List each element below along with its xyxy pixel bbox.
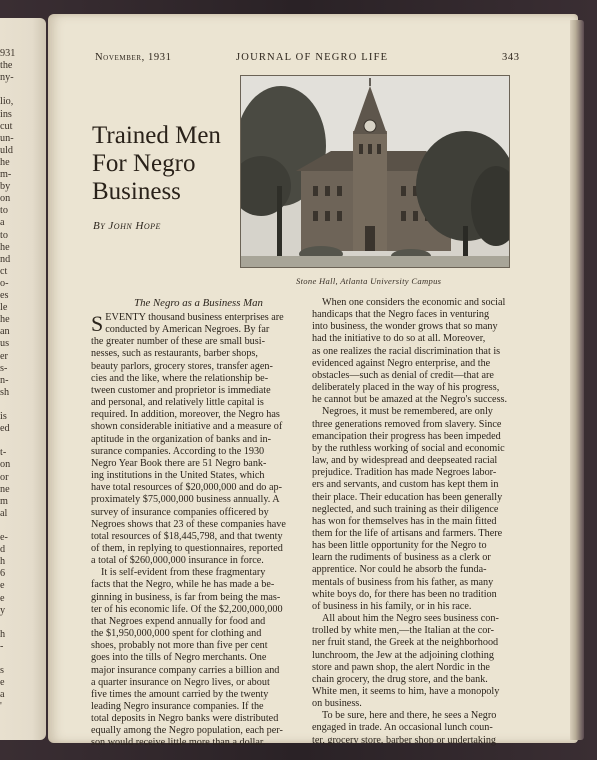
left-page-text-fragment: 6	[0, 568, 6, 580]
text-line: nesses, such as restaurants, barber shops,	[91, 348, 258, 360]
left-page-text-fragment: e	[0, 592, 5, 604]
left-page-text-fragment: ct	[0, 265, 8, 277]
left-page-text-fragment: sh	[0, 386, 10, 398]
text-line: have total resources of $20,000,000 and do ap-	[91, 482, 282, 494]
text-line: white boys do, for there has been no tradition	[312, 588, 497, 600]
left-page-text-fragment: us	[0, 338, 10, 350]
header-journal-title: JOURNAL OF NEGRO LIFE	[236, 52, 389, 63]
text-line: It is self-evident from these fragmentary	[101, 567, 266, 579]
text-line: Negroes, it must be remembered, are only	[322, 406, 493, 418]
text-line: had the initiative to do so at all. Moreover,	[312, 333, 486, 345]
text-line: required. In addition, moreover, the Negro has	[91, 409, 280, 421]
left-page-text-fragment: ne	[0, 483, 10, 495]
text-line: has won for themselves has in the main fitted	[312, 515, 497, 527]
text-line: When one considers the economic and social	[322, 297, 506, 308]
left-page-text-fragment: 931	[0, 48, 16, 59]
left-page-text-fragment: ins	[0, 108, 12, 120]
left-page-text-fragment: al	[0, 507, 8, 519]
article-byline: By John Hope	[93, 220, 161, 232]
left-page-text-fragment: m-	[0, 169, 12, 180]
text-line: their place. Their education has been generally	[312, 491, 503, 503]
text-line: of business in his family, or in his race.	[312, 600, 472, 612]
text-line: and personal, and relatively little capital is	[91, 397, 264, 409]
text-line: Negro Year Book there are 51 Negro bank-	[91, 457, 267, 469]
left-page-text-fragment: o-	[0, 277, 9, 289]
text-line: mentals of business from his father, as many	[312, 576, 494, 588]
left-page-text-fragment: e	[0, 580, 5, 592]
text-line: proximately $75,000,000 business annually. A	[91, 494, 280, 506]
left-page-text-fragment: cut	[0, 120, 13, 132]
text-line: shown considerable initiative and a measure of	[91, 421, 283, 433]
left-page-text-fragment: un-	[0, 132, 14, 144]
left-page-text-fragment: to	[0, 229, 8, 241]
left-page-text-fragment: d	[0, 544, 6, 556]
text-line: three generations removed from slavery. Since	[312, 418, 502, 430]
left-page-text-fragment: by	[0, 181, 11, 193]
left-page-text-fragment: m	[0, 495, 8, 507]
left-page-text-fragment: he	[0, 156, 10, 168]
text-line: shoes, probably not more than five per cent	[91, 640, 268, 652]
text-line: To be sure, here and there, he sees a Negro	[322, 710, 497, 722]
left-page-text-fragment: le	[0, 302, 8, 314]
text-line: leading Negro insurance companies. If the	[91, 701, 264, 712]
text-line: as one realizes the racial discrimination that is	[312, 345, 501, 357]
text-line: engaged in trade. An occasional lunch coun-	[312, 722, 493, 734]
left-page-text-fragment: on	[0, 459, 11, 471]
text-line: All about him the Negro sees business con-	[322, 613, 499, 625]
text-line: by the ruthless working of social and economic	[312, 442, 505, 454]
text-line: total deposits in Negro banks were distributed	[91, 713, 279, 725]
text-line: ter of his economic life. Of the $2,200,000,000	[91, 603, 283, 615]
stone-hall-photo-illustration	[241, 76, 510, 268]
left-page-text-fragment: he	[0, 314, 10, 326]
header-date: November, 1931	[95, 52, 172, 63]
text-line: total resources of $18,445,798, and that twenty	[91, 530, 283, 542]
text-line: five times the amount carried by the twenty	[91, 688, 269, 700]
title-line: Trained Men	[92, 122, 221, 149]
text-line: chain grocery, the drug store, and the bank.	[312, 673, 488, 685]
text-line: surance companies. According to the 1930	[91, 445, 265, 457]
campus-photo	[240, 75, 510, 268]
text-line: facts that the Negro, while he has made a be-	[91, 579, 275, 591]
left-page-text-fragment: lio,	[0, 96, 14, 108]
text-line: tween customer and proprietor is immediate	[91, 384, 271, 396]
left-page-text-fragment: '	[0, 701, 2, 713]
text-line: them for the life of artisans and farmers. There	[312, 527, 503, 539]
text-line: trolled by white men,—the Italian at the cor-	[312, 625, 494, 637]
article-right-column	[312, 297, 517, 747]
text-line: ginning in business, is far from being the mas-	[91, 591, 281, 603]
text-line: ers and servants, and custom has kept them in	[312, 479, 499, 491]
text-line: lunchroom, the Jew at the adjoining clothing	[312, 649, 494, 661]
left-page-text-fragment: on	[0, 193, 11, 205]
text-line: survey of insurance companies officered by	[91, 506, 269, 518]
text-line: of them, in replying to questionnaires, reported	[91, 542, 283, 554]
left-page-text-fragment: an	[0, 326, 10, 338]
text-line: the greater number of these are small busi-	[91, 336, 265, 348]
section-subheading: The Negro as a Business Man	[134, 297, 263, 309]
left-page-text-fragment: to	[0, 205, 8, 217]
text-line: a quarter insurance on Negro lives, or about	[91, 676, 270, 688]
text-line: law, and by widespread and deepseated racial	[312, 455, 498, 467]
title-line: Business	[92, 178, 181, 205]
left-page-text-fragment: is	[0, 411, 7, 422]
text-line: has been little opportunity for the Negro to	[312, 540, 487, 552]
text-line: EVENTY thousand business enterprises are	[105, 312, 284, 323]
text-line: ter, grocery store, barber shop or undertaking	[312, 734, 497, 746]
text-line: son would receive little more than a dollar.	[91, 737, 266, 749]
left-page-text-fragment: ny-	[0, 72, 14, 84]
text-line: conducted by American Negroes. By far	[105, 324, 270, 336]
text-line: that Negroes expend annually for food and	[91, 615, 266, 627]
left-page-text-fragment: es	[0, 290, 9, 301]
photo-caption: Stone Hall, Atlanta University Campus	[296, 276, 442, 286]
text-line: ing institutions in the United States, which	[91, 470, 265, 482]
left-page-text-fragment: h	[0, 628, 6, 640]
text-line: cies and the like, where the relationship be-	[91, 372, 269, 384]
text-line: into business, the wonder grows that so many	[312, 321, 498, 333]
text-line: a total of $260,000,000 insurance in force.	[91, 555, 264, 567]
text-line: equally among the Negro population, each per-	[91, 725, 283, 737]
left-page-text-fragment: -	[0, 640, 4, 652]
left-page-text-fragment: e-	[0, 532, 8, 543]
text-line: emancipation their progress has been impeded	[312, 430, 501, 442]
page-stack-edge	[570, 20, 584, 740]
text-line: Negroes shows that 23 of these companies have	[91, 518, 286, 530]
text-line: learn the rudiments of business as a clerk or	[312, 552, 491, 564]
left-page-edge	[0, 18, 46, 740]
text-line: handicaps that the Negro faces in venturing	[312, 309, 490, 321]
text-line: neglected, and such training as their diligence	[312, 503, 499, 515]
text-line: beauty parlors, grocery stores, transfer agen-	[91, 360, 273, 372]
text-line: on business.	[312, 698, 362, 710]
left-page-text-fragment: a	[0, 689, 5, 701]
text-line: he cannot but be amazed at the Negro's success.	[312, 394, 508, 406]
text-line: store and pawn shop, the alert Nordic in the	[312, 661, 490, 673]
left-page-text-fragment: h	[0, 556, 6, 568]
left-page-text-fragment: y	[0, 604, 6, 616]
left-page-text-fragment: t-	[0, 447, 7, 459]
text-line: evidenced against Negro enterprise, and the	[312, 357, 491, 369]
left-page-text-fragment: s-	[0, 362, 8, 374]
article-left-column	[91, 297, 296, 750]
left-page-text-fragment: ed	[0, 423, 10, 435]
text-line: aptitude in the organization of banks and in-	[91, 433, 272, 445]
article-title	[92, 122, 242, 206]
left-page-text-fragment: er	[0, 350, 8, 362]
header-page-number: 343	[502, 52, 520, 63]
text-line: obstacles—such as denial of credit—that are	[312, 369, 494, 381]
left-page-text-fragment: he	[0, 241, 10, 253]
text-line: apprentice. Nor could he absorb the funda-	[312, 564, 487, 576]
text-line: White men, it seems to him, have a monopoly	[312, 686, 500, 697]
title-line: For Negro	[92, 150, 196, 177]
left-page-text-fragment: a	[0, 217, 5, 229]
left-page-text-fragment: s	[0, 665, 4, 677]
left-page-text-fragment: e	[0, 677, 5, 689]
left-page-text-fragment: the	[0, 60, 13, 72]
text-line: major insurance company carries a billion and	[91, 664, 280, 676]
text-line: deliberately placed in the way of his progress,	[312, 382, 500, 394]
text-line: ner fruit stand, the Greek at the neighborhood	[312, 637, 499, 649]
text-line: goes into the tills of Negro merchants. One	[91, 652, 267, 664]
left-page-text-fragment: n-	[0, 374, 9, 386]
text-line: the $1,950,000,000 spent for clothing and	[91, 628, 262, 640]
left-page-text-fragment: or	[0, 471, 9, 483]
drop-cap: S	[91, 311, 104, 336]
left-page-text-fragment: uld	[0, 144, 14, 156]
text-line: prejudice. Tradition has made Negroes labor-	[312, 467, 497, 479]
left-page-text-fragment: nd	[0, 253, 11, 265]
